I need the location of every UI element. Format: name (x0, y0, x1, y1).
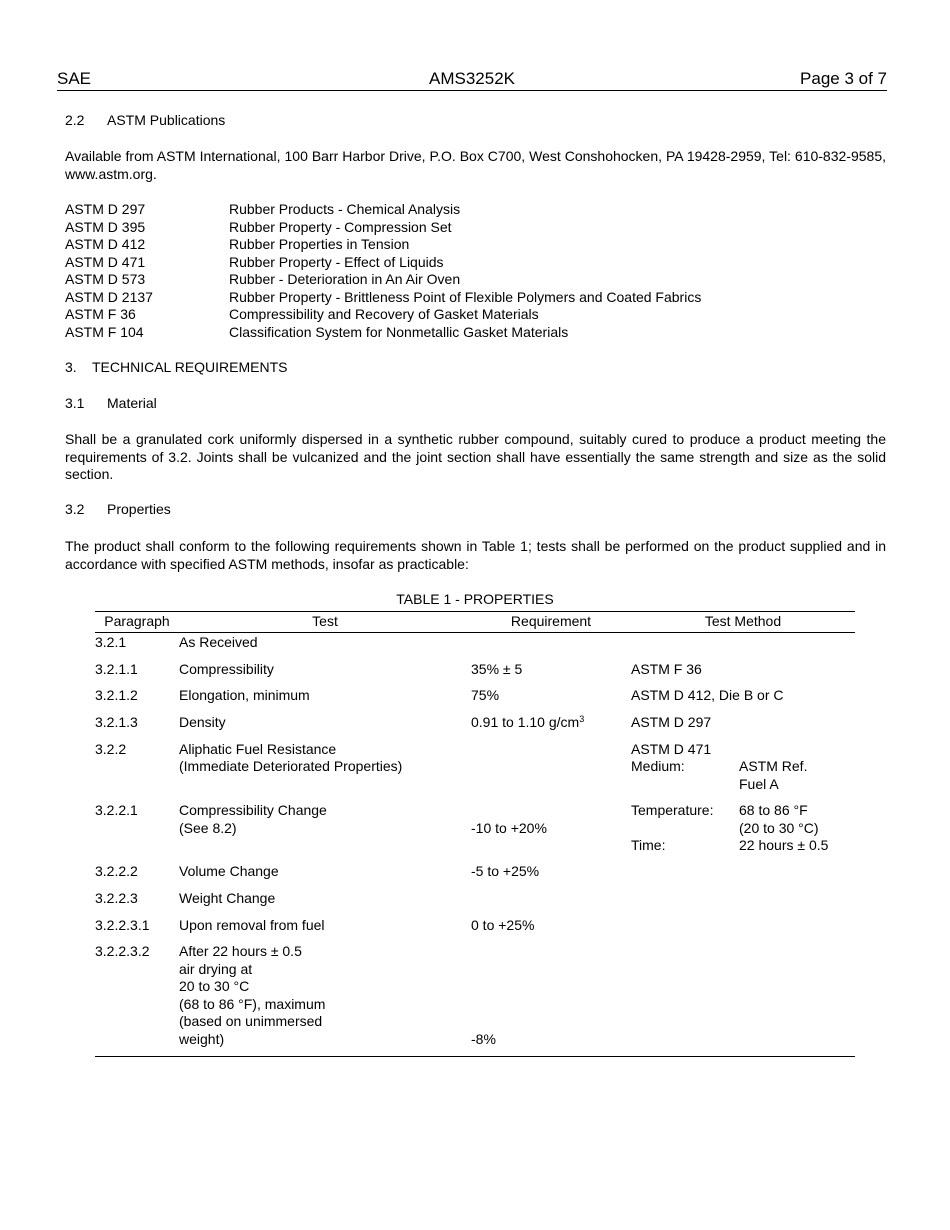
method-value: Fuel A (739, 776, 779, 792)
column-header-paragraph: Paragraph (104, 613, 170, 629)
row-paragraph: 3.2.2.1 (95, 802, 138, 818)
reference-title: Rubber Property - Effect of Liquids (229, 253, 444, 270)
row-test: Volume Change (179, 863, 279, 879)
reference-row (65, 236, 865, 254)
reference-title: Rubber Property - Compression Set (229, 218, 452, 235)
reference-title: Rubber Properties in Tension (229, 236, 410, 252)
row-test-method: ASTM F 36 (631, 661, 702, 677)
section-3-heading (65, 359, 288, 377)
header-page-number: Page 3 of 7 (800, 69, 887, 88)
method-label: Time: (631, 837, 666, 853)
row-test: Density (179, 714, 226, 730)
column-header-test: Test (312, 613, 338, 629)
row-test-line: air drying at (179, 961, 253, 977)
row-paragraph: 3.2.2.3.1 (95, 917, 150, 933)
astm-reference-list (65, 201, 865, 341)
row-requirement: -8% (471, 1031, 496, 1047)
row-test-line: (Immediate Deteriorated Properties) (179, 758, 403, 774)
row-test: Elongation, minimum (179, 687, 310, 703)
row-test: Upon removal from fuel (179, 917, 325, 933)
method-label: Medium: (631, 758, 685, 774)
row-paragraph: 3.2.1.2 (95, 687, 138, 703)
section-number: 3.2 (65, 501, 85, 517)
reference-code: ASTM F 104 (65, 323, 144, 340)
row-paragraph: 3.2.2.3 (95, 890, 138, 906)
reference-code: ASTM F 36 (65, 306, 136, 322)
row-requirement: -5 to +25% (471, 863, 540, 879)
table-top-rule (95, 611, 855, 612)
row-paragraph: 3.2.1 (95, 634, 127, 650)
row-test-line: After 22 hours ± 0.5 (179, 943, 302, 959)
row-paragraph: 3.2.1.3 (95, 714, 138, 730)
reference-title: Rubber - Deterioration in An Air Oven (229, 271, 461, 287)
method-value: 68 to 86 °F (739, 802, 808, 818)
row-paragraph: 3.2.2 (95, 741, 127, 757)
reference-code: ASTM D 573 (65, 271, 146, 287)
reference-row (65, 219, 865, 237)
row-test-line: (See 8.2) (179, 820, 237, 836)
row-paragraph: 3.2.2.3.2 (95, 943, 150, 959)
table-title: TABLE 1 - PROPERTIES (396, 591, 554, 607)
astm-availability-text: Available from ASTM International, 100 Barr Harbor Drive, P.O. Box C700, West Conshohocken, PA 19428-2959, Tel: 610-832-9585, www.astm.org. (65, 148, 886, 182)
row-test-method: ASTM D 297 (631, 714, 712, 730)
material-text: Shall be a granulated cork uniformly dispersed in a synthetic rubber compound, suitably cured to produce a product meeting the requirements of 3.2. Joints shall be vulcanized and the joint section shall have essentially the same strength and size as the solid section. (65, 431, 886, 482)
section-title: Properties (107, 501, 171, 517)
reference-row (65, 201, 865, 219)
row-test: Weight Change (179, 890, 276, 906)
properties-text: The product shall conform to the following requirements shown in Table 1; tests shall be performed on the product supplied and in accordance with specified ASTM methods, insofar as practicable: (65, 538, 886, 572)
row-test-line: 20 to 30 °C (179, 978, 250, 994)
requirement-value: 0.91 to 1.10 g/cm (471, 714, 580, 730)
reference-row (65, 289, 865, 307)
row-test-line: (68 to 86 °F), maximum (179, 996, 326, 1012)
section-title: ASTM Publications (107, 112, 226, 128)
section-title: TECHNICAL REQUIREMENTS (92, 359, 288, 375)
row-test-line: weight) (179, 1031, 225, 1047)
row-test-line: (based on unimmersed (179, 1013, 323, 1029)
method-value: ASTM Ref. (739, 758, 808, 774)
page-header (57, 69, 887, 91)
row-requirement: -10 to +20% (471, 820, 547, 836)
column-header-requirement: Requirement (510, 613, 592, 629)
reference-code: ASTM D 471 (65, 253, 146, 270)
row-paragraph: 3.2.1.1 (95, 661, 138, 677)
section-title: Material (107, 395, 157, 411)
row-paragraph: 3.2.2.2 (95, 863, 138, 879)
method-value: 22 hours ± 0.5 (739, 837, 829, 853)
reference-row (65, 306, 865, 324)
table-bottom-rule (95, 1056, 855, 1057)
section-number: 2.2 (65, 112, 85, 128)
row-test: As Received (179, 634, 258, 650)
reference-title: Rubber Property - Brittleness Point of Flexible Polymers and Coated Fabrics (229, 288, 702, 305)
section-number: 3. (65, 359, 77, 375)
reference-row (65, 271, 865, 289)
section-number: 3.1 (65, 395, 85, 411)
row-requirement (471, 714, 584, 732)
section-3-1-heading (65, 395, 157, 413)
row-test-method: ASTM D 412, Die B or C (631, 687, 784, 703)
superscript: 3 (579, 714, 585, 724)
row-requirement: 35% ± 5 (471, 661, 523, 677)
method-value: (20 to 30 °C) (739, 820, 819, 836)
row-requirement: 0 to +25% (471, 917, 535, 933)
reference-code: ASTM D 297 (65, 201, 146, 217)
reference-title: Rubber Products - Chemical Analysis (229, 201, 461, 217)
header-doc-number: AMS3252K (429, 69, 515, 88)
reference-row (65, 324, 865, 342)
table-header-rule (95, 632, 855, 633)
row-test: Compressibility (179, 661, 274, 677)
reference-code: ASTM D 395 (65, 218, 146, 235)
reference-title: Compressibility and Recovery of Gasket Materials (229, 306, 539, 322)
method-label: Temperature: (631, 802, 714, 818)
row-requirement: 75% (471, 687, 500, 703)
reference-row (65, 254, 865, 272)
reference-code: ASTM D 412 (65, 236, 146, 252)
row-test-line: Compressibility Change (179, 802, 327, 818)
header-org: SAE (57, 69, 92, 88)
reference-title: Classification System for Nonmetallic Gasket Materials (229, 323, 569, 340)
section-3-2-heading (65, 501, 171, 519)
row-test-line: Aliphatic Fuel Resistance (179, 741, 337, 757)
column-header-test-method: Test Method (704, 613, 782, 629)
reference-code: ASTM D 2137 (65, 288, 153, 305)
row-test-method: ASTM D 471 (631, 741, 712, 757)
section-2-2-heading (65, 112, 225, 130)
